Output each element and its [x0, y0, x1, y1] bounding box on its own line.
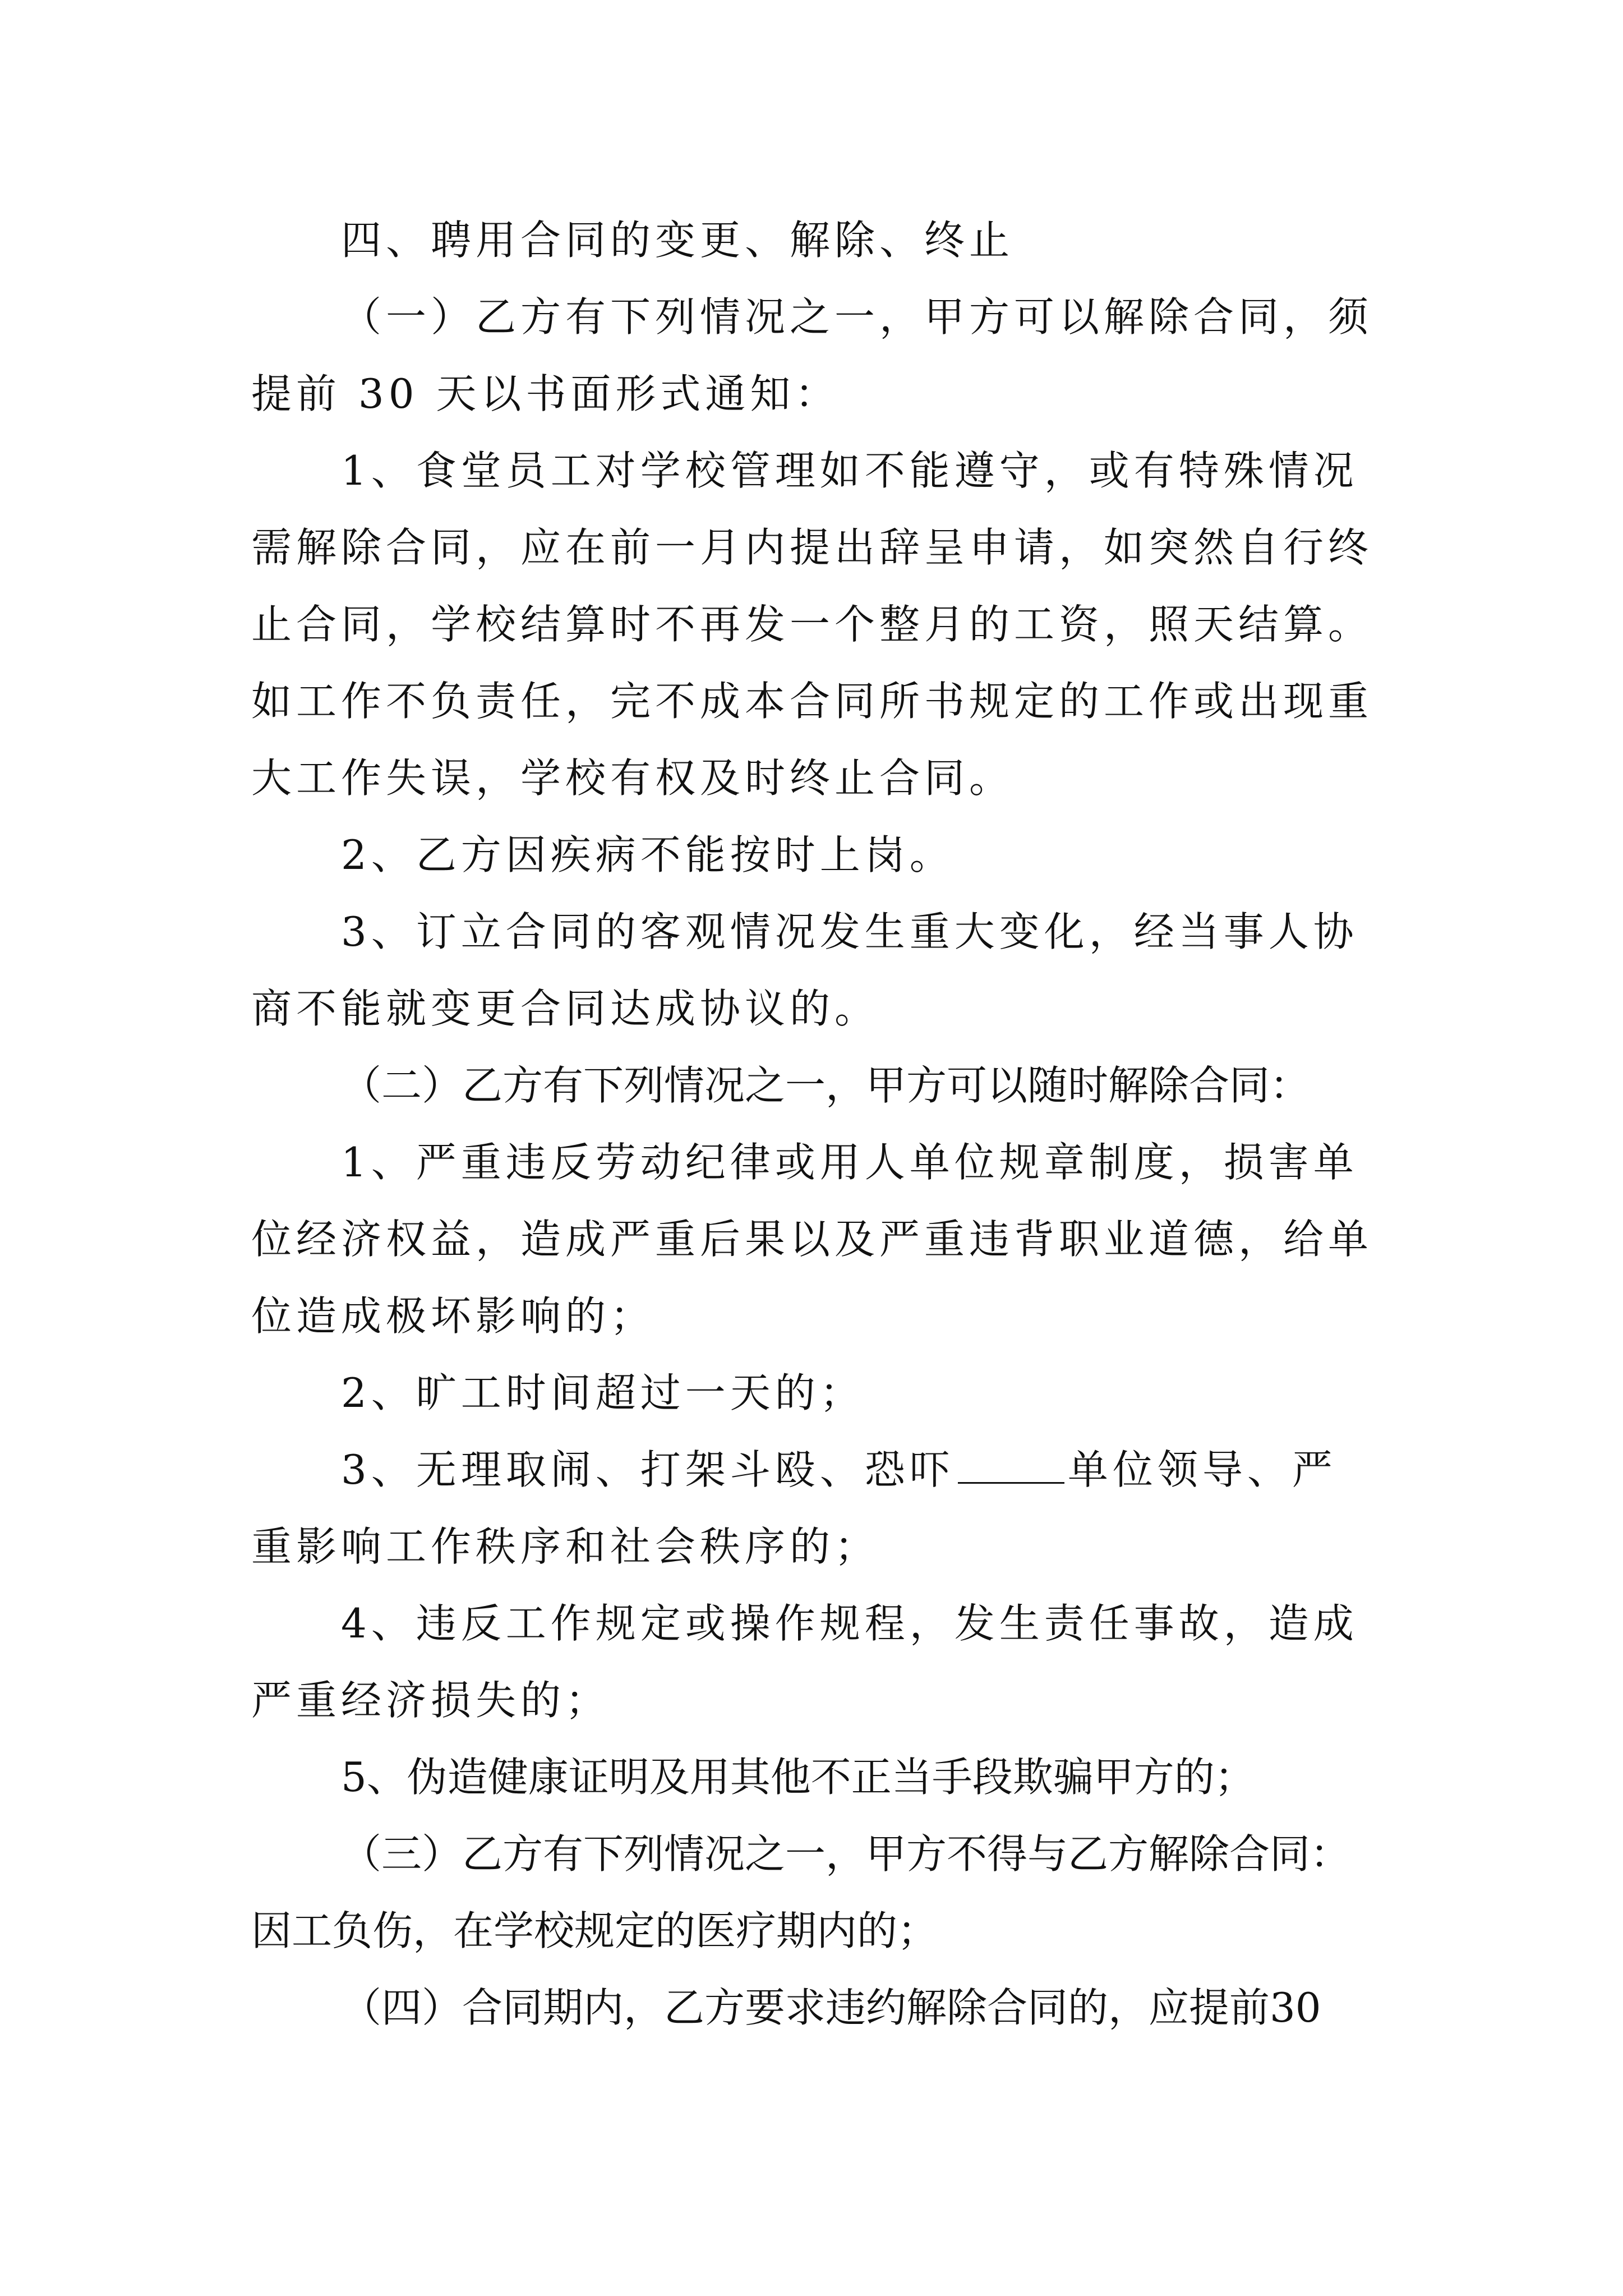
- clause-1-item-1: 1、食堂员工对学校管理如不能遵守，或有特殊情况需解除合同，应在前一月内提出辞呈申请，如突然自行终止合同，学校结算时不再发一个整月的工资，照天结算。如工作不负责任，完不成本合同所书规定的工作或出现重大工作失误，学校有权及时终止合同。: [251, 447, 1373, 802]
- clause-4: （四）合同期内，乙方要求违约解除合同的，应提前30: [341, 1984, 1321, 2031]
- clause-2: （二）乙方有下列情况之一，甲方可以随时解除合同：: [341, 1062, 1311, 1109]
- clause-1-item-2: 2、乙方因疾病不能按时上岗。: [341, 831, 955, 878]
- clause-2-item-1: 1、严重违反劳动纪律或用人单位规章制度，损害单位经济权益，造成严重后果以及严重违背职业道德，给单位造成极坏影响的；: [251, 1139, 1373, 1340]
- document-body: [251, 202, 1373, 2046]
- clause-2-item-2: 2、旷工时间超过一天的；: [341, 1369, 865, 1416]
- fill-in-blank: [958, 1448, 1064, 1484]
- section-heading: 四、聘用合同的变更、解除、终止: [341, 217, 1015, 264]
- clause-3: （三）乙方有下列情况之一，甲方不得与乙方解除合同：因工负伤，在学校规定的医疗期内的；: [251, 1830, 1351, 1954]
- clause-1: （一）乙方有下列情况之一，甲方可以解除合同，须提前 30 天以书面形式通知：: [251, 293, 1373, 417]
- clause-2-item-3-text-after: 单位领导、严重影响工作秩序和社会秩序的；: [251, 1446, 1337, 1570]
- clause-2-item-5: 5、伪造健康证明及用其他不正当手段欺骗甲方的；: [341, 1754, 1255, 1801]
- clause-2-item-4: 4、违反工作规定或操作规程，发生责任事故，造成严重经济损失的；: [251, 1600, 1358, 1724]
- clause-1-item-3: 3、订立合同的客观情况发生重大变化，经当事人协商不能就变更合同达成协议的。: [251, 908, 1358, 1032]
- clause-2-item-3: [251, 1432, 1373, 1585]
- clause-2-item-3-text-before: 3、无理取闹、打架斗殴、恐吓: [341, 1446, 955, 1493]
